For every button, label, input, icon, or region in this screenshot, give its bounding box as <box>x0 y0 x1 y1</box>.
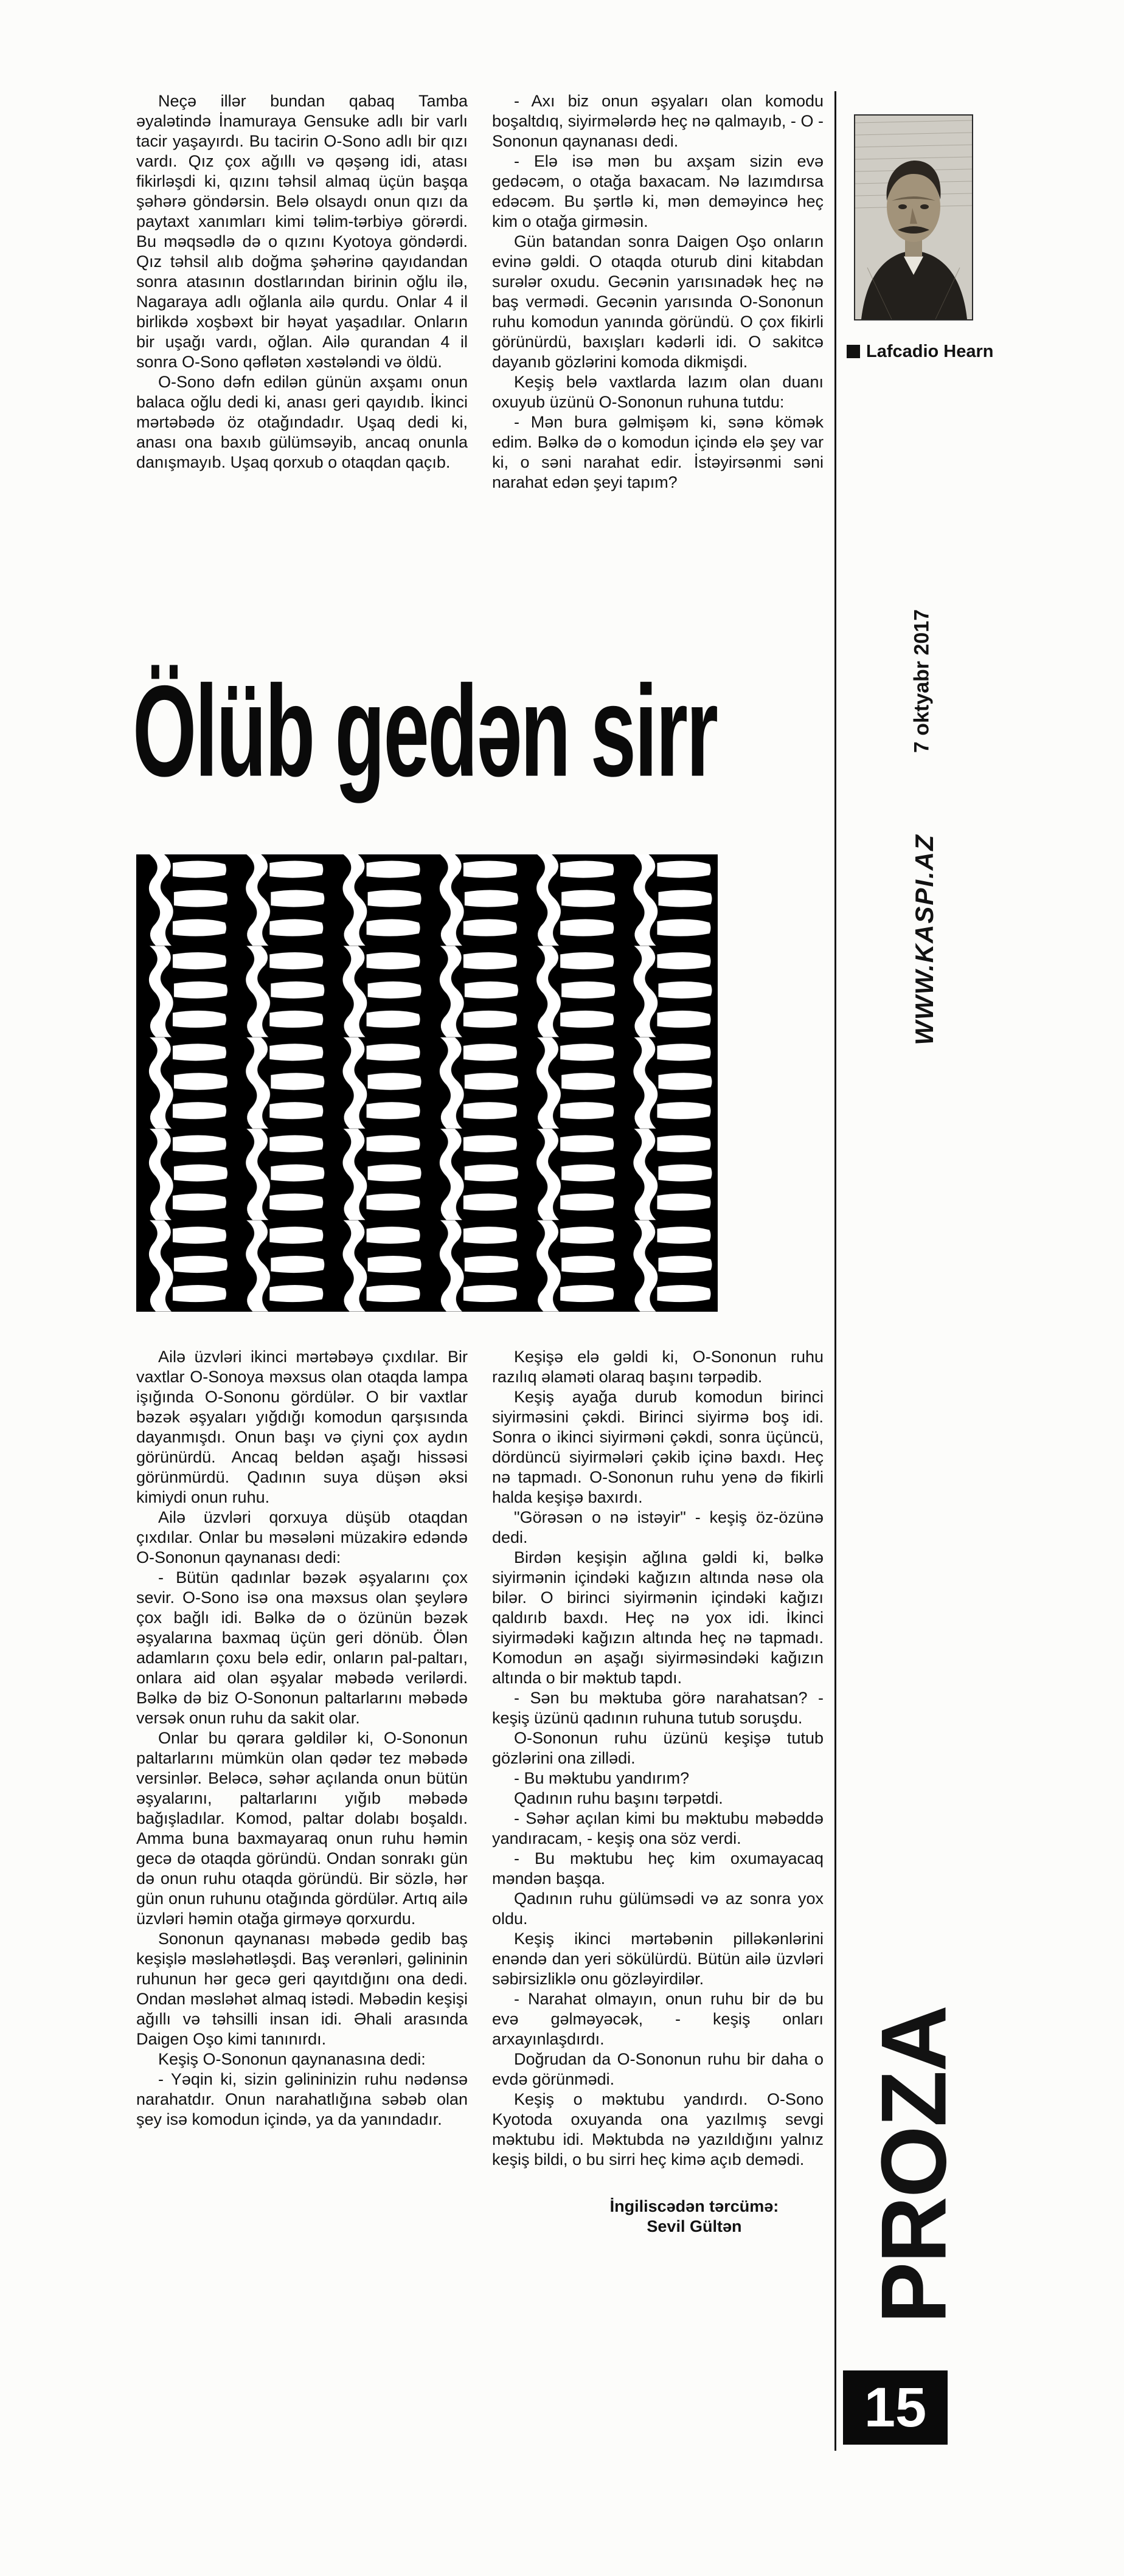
headline: Ölüb gedən sirr <box>133 659 717 804</box>
paragraph: Ailə üzvləri qorxuya düşüb otaqdan çıxdılar. Onlar bu məsələni müzakirə edəndə O-Sononun qaynanası dedi: <box>136 1508 468 1567</box>
paragraph: - Axı biz onun əşyaları olan komodu boşaltdıq, siyirmələrdə heç nə qalmayıb, - O - Sononun qaynanası dedi. <box>492 92 824 150</box>
paragraph: Sononun qaynanası məbədə gedib baş keşişlə məsləhətləşdi. Baş verənləri, gəlininin ruhunun hər gecə geri qayıtdığını ona dedi. Ondan məsləhət almaq istədi. Məbədin keşişi ağıllı və təhsilli insan idi. Əhali arasında Daigen Oşo kimi tanınırdı. <box>136 1930 468 2048</box>
paragraph: - Mən bura gəlmişəm ki, sənə kömək edim. Bəlkə də o komodun içində elə şey var ki, o səni narahat edir. İstəyirsənmi səni narahat edən şeyi tapım? <box>492 413 824 491</box>
black-square-marker <box>847 345 860 358</box>
paragraph: Qadının ruhu gülümsədi və az sonra yox oldu. <box>492 1889 824 1928</box>
translator-credit <box>565 2197 824 2237</box>
paragraph: Doğrudan da O-Sononun ruhu bir daha o evdə görünmədi. <box>492 2050 824 2088</box>
paragraph: - Yəqin ki, sizin gəlininizin ruhu nədənsə narahatdır. Onun narahatlığına səbəb olan şey isə komodun içində, ya da yanındadır. <box>136 2070 468 2128</box>
paragraph: Qadının ruhu başını tərpətdi. <box>514 1789 723 1807</box>
paragraph: - Elə isə mən bu axşam sizin evə gedəcəm, o otağa baxacam. Nə lazımdırsa edəcəm. Bu şərtlə ki, mən deməyincə heç kim o otağa girməsin. <box>492 152 824 230</box>
story-bottom-section <box>136 1347 824 2237</box>
abstract-pattern-image <box>136 854 718 1312</box>
paragraph: O-Sononun ruhu üzünü keşişə tutub gözlərini ona zillədi. <box>492 1729 824 1767</box>
paragraph: - Bu məktubu heç kim oxumayacaq məndən başqa. <box>492 1849 824 1888</box>
paragraph: - Sən bu məktuba görə narahatsan? - keşiş üzünü qadının ruhuna tutub soruşdu. <box>492 1689 824 1727</box>
page-number-badge: 15 <box>843 2370 948 2445</box>
paragraph: Keşiş o məktubu yandırdı. O-Sono Kyotoda oxuyanda ona yazılmış sevgi məktubu idi. Məktubda nə yazıldığını yalnız keşiş bildi, o bu sirri heç kimə açıb demədi. <box>492 2090 824 2169</box>
text-column-bottom-left <box>136 1347 468 2237</box>
paragraph: Keşiş ayağa durub komodun birinci siyirməsini çəkdi. Birinci siyirmə boş idi. Sonra o ikinci siyirməni çəkdi, sonra üçüncü, dördüncü siyirmələri çəkib içinə baxdı. Heç nə tapmadı. O-Sononun ruhu yenə də fikirli halda keşişə baxırdı. <box>492 1388 824 1506</box>
paragraph: Onlar bu qərara gəldilər ki, O-Sononun paltarlarını mümkün olan qədər tez məbədə versinlər. Beləcə, səhər açılanda onun bütün əşyalarını, paltarlarını yığıb məbədə bağışladılar. Komod, paltar dolabı boşaldı. Amma buna baxmayaraq onun ruhu həmin gecə də otaqda göründü. Ondan sonrakı gün də onun ruhu otaqda göründü. Bir sözlə, hər gün onun ruhunu otağında gördülər. Artıq ailə üzvləri həmin otağa girməyə qorxurdu. <box>136 1729 468 1928</box>
text-column-bottom-right <box>492 1347 824 2237</box>
paragraph: - Narahat olmayın, onun ruhu bir də bu evə gəlməyəcək, - keşiş onları arxayınlaşdırdı. <box>492 1990 824 2048</box>
paragraph: "Görəsən o nə istəyir" - keşiş öz-özünə dedi. <box>492 1508 824 1546</box>
issue-date: 7 oktyabr 2017 <box>910 609 934 753</box>
text-column-top-right <box>492 91 824 493</box>
paragraph: Gün batandan sonra Daigen Oşo onların evinə gəldi. O otaqda oturub dini kitabdan surələr oxudu. Gecənin yarısınadək heç nə baş vermədi. Gecənin yarısında O-Sononun ruhu komodun yanında göründü. O çox fikirli görünürdü, baxışları kədərli idi. O sakitcə dayanıb gözlərini komoda dikmişdi. <box>492 232 824 371</box>
bottom-right-paragraphs <box>492 1347 824 2170</box>
translator-name: Sevil Gültən <box>647 2217 742 2235</box>
text-column-top-left <box>136 91 468 493</box>
paragraph: Keşiş belə vaxtlarda lazım olan duanı oxuyub üzünü O-Sononun ruhuna tutdu: <box>492 373 824 411</box>
lafcadio-hearn-portrait <box>854 114 973 320</box>
paragraph: Neçə illər bundan qabaq Tamba əyalətində İnamuraya Gensuke adlı bir varlı tacir yaşayırdı. Bu tacirin O-Sono adlı bir qızı vardı. Qız çox ağıllı və qəşəng idi, atası fikirləşdi ki, qızını təhsil almaq üçün başqa şəhərə göndərsin. Belə olsaydı onun qızı da paytaxt xanımları kimi təlim-tərbiyə görərdi. Bu məqsədlə də o qızını Kyotoya göndərdi. Qız təhsil alıb doğma şəhərinə qayıdandan sonra atasının dostlarından birinin oğlu ilə, Nagaraya adlı oğlanla ailə qurdu. Onlar 4 il birlikdə xoşbəxt bir həyat yaşadılar. Onların bir uşağı vardı, oğlan. Ailə qurandan 4 il sonra O-Sono qəflətən xəstələndi və öldü. <box>136 92 468 371</box>
paragraph: - Bütün qadınlar bəzək əşyalarını çox sevir. O-Sono isə ona məxsus olan şeylərə çox bağlı idi. Bəlkə də o özünün bəzək əşyalarına baxmaq üçün geri dönüb. Ölən adamların çoxu belə edir, onların pal-paltarı, onlara aid olan əşyalar məbədə verilərdi. Bəlkə də biz O-Sononun paltarlarını məbədə versək onun ruhu da sakit olar. <box>136 1568 468 1727</box>
translator-label: İngiliscədən tərcümə: <box>609 2197 779 2215</box>
paragraph: - Bu məktubu yandırım? <box>514 1769 690 1787</box>
sidebar-vertical-rule <box>834 91 836 2451</box>
story-top-section <box>136 91 824 493</box>
portrait-engraving <box>855 116 972 319</box>
paragraph: Keşişə elə gəldi ki, O-Sononun ruhu razılıq əlaməti olaraq başını tərpədib. <box>492 1348 824 1386</box>
paragraph: Birdən keşişin ağlına gəldi ki, bəlkə siyirmənin içindəki kağızın altında nəsə ola bilər. O birinci siyirmənin içindəki kağızı qaldırıb baxdı. Heç nə yox idi. İkinci siyirmədəki kağızın altında heç nə tapmadı. Komodun ən aşağı siyirməsindəki kağızın altında o bir məktub tapdı. <box>492 1548 824 1687</box>
pattern-artwork-svg <box>136 854 718 1312</box>
portrait-caption <box>847 342 994 362</box>
paragraph: Keşiş O-Sononun qaynanasına dedi: <box>158 2050 426 2068</box>
paragraph: Ailə üzvləri ikinci mərtəbəyə çıxdılar. Bir vaxtlar O-Sonoya məxsus olan otaqda lampa işığında O-Sononu gördülər. O bir vaxtlar bəzək əşyaları yığdığı komodun qarşısında dayanmışdı. Onun başı və çiyni çox aydın görünürdü. Ancaq beldən aşağı hissəsi görünmürdü. Qadının suya düşən əksi kimiydi onun ruhu. <box>136 1348 468 1506</box>
section-title-proza: PROZA <box>862 2006 966 2324</box>
paragraph: O-Sono dəfn edilən günün axşamı onun balaca oğlu dedi ki, anası geri qayıdıb. İkinci mərtəbədə öz otağındadır. Uşaq dedi ki, anası ona baxıb gülümsəyib, ancaq onunla danışmayıb. Uşaq qorxub o otaqdan qaçıb. <box>136 373 468 471</box>
website-url: WWW.KASPI.AZ <box>910 834 938 1045</box>
portrait-caption-text: Lafcadio Hearn <box>866 342 994 361</box>
paragraph: Keşiş ikinci mərtəbənin pilləkənlərini enəndə dan yeri sökülürdü. Bütün ailə üzvləri səbirsizliklə onu gözləyirdilər. <box>492 1930 824 1988</box>
paragraph: - Səhər açılan kimi bu məktubu məbəddə yandıracam, - keşiş ona söz verdi. <box>492 1809 824 1847</box>
